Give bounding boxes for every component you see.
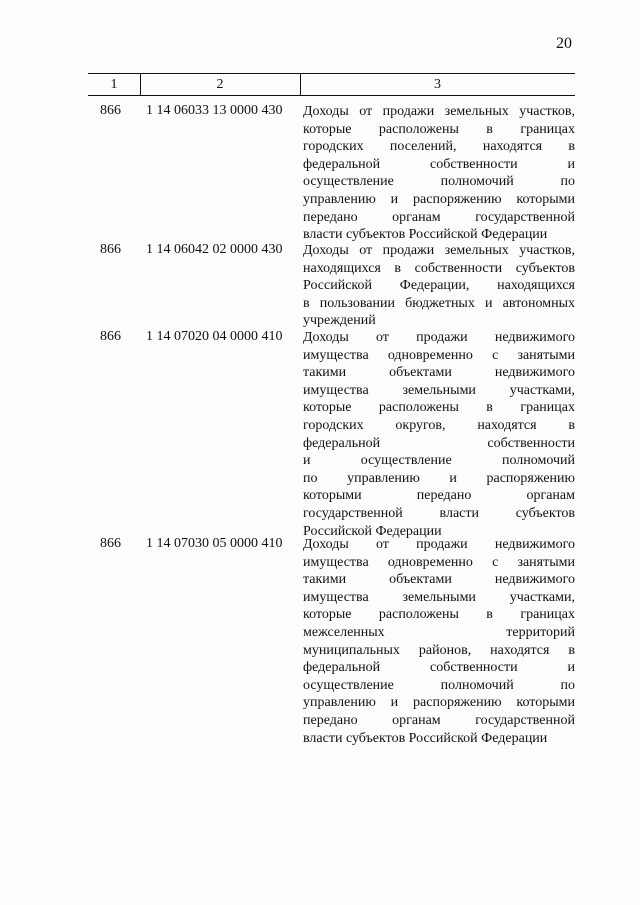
admin-code: 866	[100, 536, 121, 551]
description-line: Доходы от продажи земельных участков,	[303, 243, 575, 258]
description-line: городских округов, находятся в	[303, 417, 575, 433]
description-line: имущества земельными участками,	[303, 589, 575, 605]
description-line: имущества земельными участками,	[303, 382, 575, 398]
description-line: которые расположены в границах	[303, 607, 575, 623]
admin-code: 866	[100, 242, 121, 257]
description-line: по управлению и распоряжению	[303, 470, 575, 486]
description-line: имущества одновременно с занятыми	[303, 554, 575, 570]
budget-classification-code: 1 14 06033 13 0000 430	[146, 103, 283, 118]
description-line: управлению и распоряжению которыми	[303, 695, 575, 711]
table-header	[88, 73, 575, 96]
description-line: которыми передано органам	[303, 488, 575, 504]
description-line: муниципальных районов, находятся в	[303, 642, 575, 658]
description-line: федеральной собственности	[303, 435, 575, 451]
admin-code: 866	[100, 103, 121, 118]
income-description	[303, 242, 575, 330]
header-col-2: 2	[216, 77, 224, 92]
description-line: передано органам государственной	[303, 712, 575, 728]
description-line: которые расположены в границах	[303, 400, 575, 416]
description-line: Доходы от продажи недвижимого	[303, 330, 575, 345]
description-line: Российской Федерации, находящихся	[303, 278, 575, 294]
description-line: власти субъектов Российской Федерации	[303, 730, 548, 746]
description-line: власти субъектов Российской Федерации	[303, 227, 548, 243]
description-line: такими объектами недвижимого	[303, 365, 575, 381]
admin-code: 866	[100, 329, 121, 344]
income-description	[303, 329, 575, 540]
description-line: осуществление полномочий по	[303, 174, 575, 190]
description-line: Доходы от продажи недвижимого	[303, 537, 575, 552]
description-line: государственной власти субъектов	[303, 505, 575, 521]
description-line: учреждений	[303, 313, 376, 329]
page-number: 20	[556, 35, 572, 52]
description-line: межселенных территорий	[303, 624, 575, 640]
description-line: федеральной собственности и	[303, 156, 575, 172]
description-line: городских поселений, находятся в	[303, 139, 575, 155]
budget-classification-code: 1 14 06042 02 0000 430	[146, 242, 283, 257]
header-col-1: 1	[110, 77, 118, 92]
description-line: управлению и распоряжению которыми	[303, 191, 575, 207]
budget-classification-code: 1 14 07020 04 0000 410	[146, 329, 283, 344]
income-description	[303, 536, 575, 747]
header-col-3: 3	[434, 77, 441, 92]
description-line: в пользовании бюджетных и автономных	[303, 295, 575, 311]
description-line: и осуществление полномочий	[303, 453, 575, 469]
description-line: осуществление полномочий по	[303, 677, 575, 693]
description-line: имущества одновременно с занятыми	[303, 347, 575, 363]
description-line: такими объектами недвижимого	[303, 572, 575, 588]
description-line: Российской Федерации	[303, 523, 442, 539]
description-line: находящихся в собственности субъектов	[303, 260, 575, 276]
description-line: Доходы от продажи земельных участков,	[303, 104, 575, 119]
description-line: федеральной собственности и	[303, 660, 575, 676]
budget-classification-code: 1 14 07030 05 0000 410	[146, 536, 283, 551]
description-line: которые расположены в границах	[303, 121, 575, 137]
description-line: передано органам государственной	[303, 209, 575, 225]
income-description	[303, 103, 575, 244]
